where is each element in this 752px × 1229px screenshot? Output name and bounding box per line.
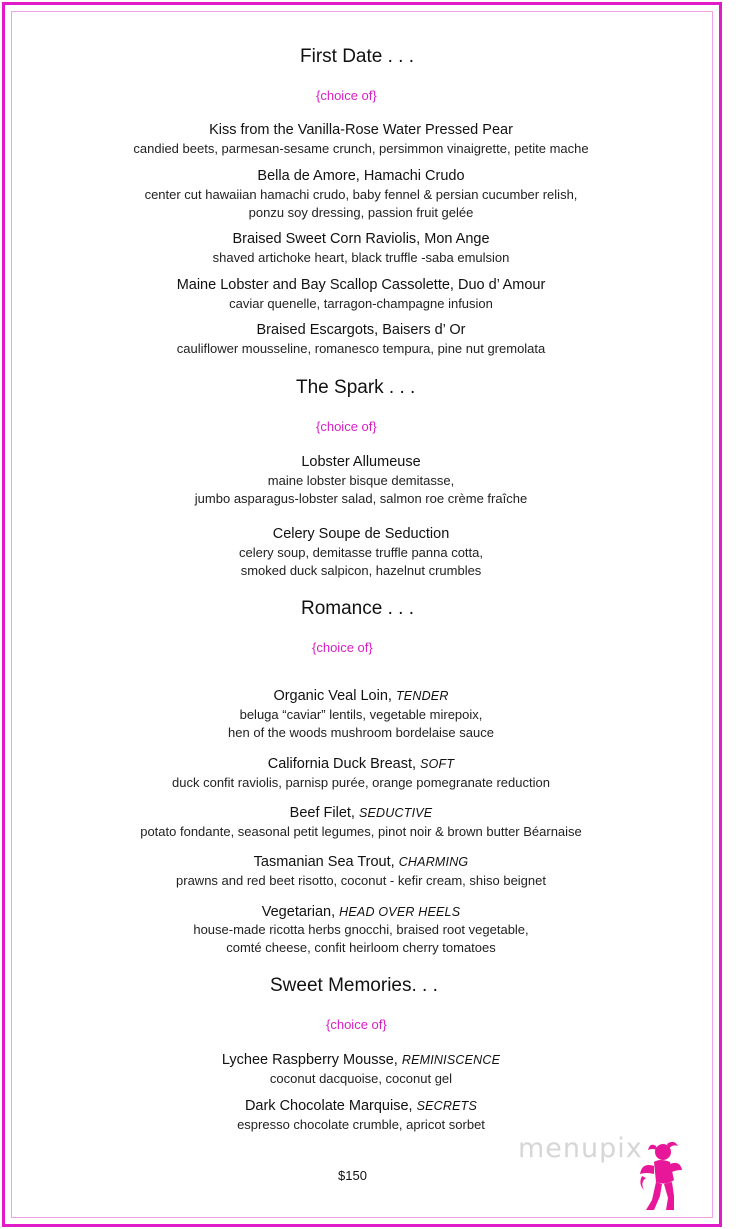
- section-title: Sweet Memories. . .: [270, 975, 438, 996]
- dish-name-row: [0, 805, 722, 821]
- dish-name: Lobster Allumeuse: [301, 454, 421, 470]
- dish-tagline: SOFT: [420, 757, 455, 771]
- menupix-watermark: menupix: [518, 1133, 643, 1164]
- dish-tagline: TENDER: [395, 689, 449, 703]
- cupid-logo: [636, 1140, 684, 1212]
- dish-name-row: [0, 688, 722, 704]
- dish-name: Organic Veal Loin,: [273, 688, 396, 704]
- dish-name: Bella de Amore, Hamachi Crudo: [257, 168, 465, 184]
- dish-description: center cut hawaiian hamachi crudo, baby fennel & persian cucumber relish,: [144, 187, 578, 202]
- dish-description: potato fondante, seasonal petit legumes, pinot noir & brown butter Béarnaise: [140, 824, 582, 839]
- dish-name-row: [0, 1098, 722, 1114]
- section-title: First Date . . .: [300, 46, 415, 67]
- dish-tagline: HEAD OVER HEELS: [339, 905, 461, 919]
- dish-tagline: REMINISCENCE: [401, 1053, 501, 1067]
- dish-tagline: SEDUCTIVE: [358, 806, 433, 820]
- dish-description: caviar quenelle, tarragon-champagne infusion: [229, 296, 493, 311]
- menu-price: $150: [338, 1168, 367, 1183]
- dish-name-row: [0, 122, 722, 138]
- dish-description: ponzu soy dressing, passion fruit gelée: [248, 205, 474, 220]
- dish-name-row: [0, 322, 722, 338]
- dish-description: celery soup, demitasse truffle panna cotta,: [238, 545, 483, 560]
- choice-label: {choice of}: [312, 640, 373, 655]
- dish-name: Dark Chocolate Marquise,: [244, 1098, 417, 1114]
- dish-name: Beef Filet,: [289, 805, 359, 821]
- dish-name: Kiss from the Vanilla-Rose Water Pressed Pear: [209, 122, 513, 138]
- dish-name: Vegetarian,: [261, 904, 340, 920]
- dish-name: Braised Sweet Corn Raviolis, Mon Ange: [232, 231, 490, 247]
- dish-description: candied beets, parmesan-sesame crunch, persimmon vinaigrette, petite mache: [133, 141, 589, 156]
- section-title: Romance . . .: [301, 598, 414, 619]
- dish-name-row: [0, 526, 722, 542]
- dish-description: comté cheese, confit heirloom cherry tomatoes: [226, 940, 496, 955]
- dish-description: jumbo asparagus-lobster salad, salmon roe crème fraîche: [194, 491, 528, 506]
- dish-description: espresso chocolate crumble, apricot sorbet: [237, 1117, 485, 1132]
- dish-name-row: [0, 454, 722, 470]
- dish-name-row: [0, 231, 722, 247]
- choice-label: {choice of}: [326, 1017, 387, 1032]
- dish-name: California Duck Breast,: [267, 756, 421, 772]
- dish-name: Braised Escargots, Baisers d’ Or: [256, 322, 466, 338]
- dish-name-row: [0, 168, 722, 184]
- dish-description: prawns and red beet risotto, coconut - kefir cream, shiso beignet: [176, 873, 546, 888]
- dish-name-row: [0, 277, 722, 293]
- dish-description: shaved artichoke heart, black truffle -saba emulsion: [212, 250, 510, 265]
- dish-name: Celery Soupe de Seduction: [272, 526, 450, 542]
- dish-name-row: [0, 1052, 722, 1068]
- choice-label: {choice of}: [316, 88, 377, 103]
- dish-name-row: [0, 904, 722, 920]
- dish-tagline: CHARMING: [398, 855, 469, 869]
- dish-description: cauliflower mousseline, romanesco tempura, pine nut gremolata: [176, 341, 546, 356]
- dish-description: beluga “caviar” lentils, vegetable mirepoix,: [239, 707, 483, 722]
- dish-description: coconut dacquoise, coconut gel: [269, 1071, 453, 1086]
- dish-description: hen of the woods mushroom bordelaise sauce: [228, 725, 494, 740]
- dish-description: duck confit raviolis, parnisp purée, orange pomegranate reduction: [172, 775, 550, 790]
- dish-name: Lychee Raspberry Mousse,: [221, 1052, 402, 1068]
- dish-name: Maine Lobster and Bay Scallop Cassolette, Duo d’ Amour: [176, 277, 546, 293]
- dish-name-row: [0, 854, 722, 870]
- dish-description: maine lobster bisque demitasse,: [267, 473, 455, 488]
- dish-description: smoked duck salpicon, hazelnut crumbles: [240, 563, 482, 578]
- section-title: The Spark . . .: [296, 377, 416, 398]
- dish-name: Tasmanian Sea Trout,: [253, 854, 399, 870]
- choice-label: {choice of}: [316, 419, 377, 434]
- dish-tagline: SECRETS: [416, 1099, 478, 1113]
- dish-description: house-made ricotta herbs gnocchi, braised root vegetable,: [193, 922, 529, 937]
- dish-name-row: [0, 756, 722, 772]
